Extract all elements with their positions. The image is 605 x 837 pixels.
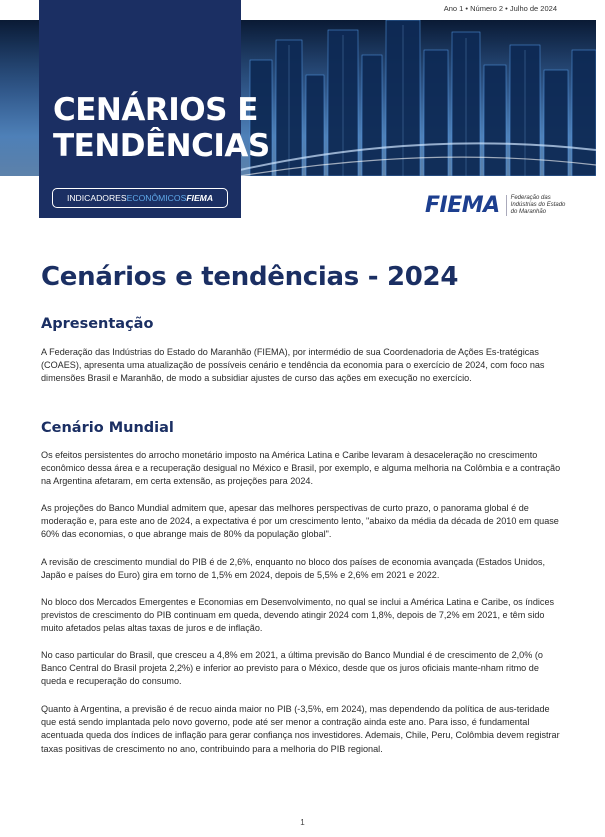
document-title: Cenários e tendências - 2024 [41, 262, 459, 292]
paragraph: No caso particular do Brasil, que cresceu a 4,8% em 2021, a última previsão do Banco Mundial é de crescimento de 2,0% (o Banco Central do Brasil projeta 2,2%) e inferior ao previsto para o México, desde que os juros oficiais mante-nham ritmo de queda e recuperação do consumo. [41, 650, 543, 687]
section-heading-apresentacao: Apresentação [41, 316, 154, 332]
publication-title: CENÁRIOS E TENDÊNCIAS [53, 92, 270, 164]
section-heading-cenario-mundial: Cenário Mundial [41, 420, 174, 436]
paragraph: Quanto à Argentina, a previsão é de recuo ainda maior no PIB (-3,5%, em 2024), mas dependendo da política de aus-teridade que está sendo implantada pelo novo governo, pode até ser menor a contração ainda este ano. Para isso, é fundamental acentuada queda dos índices de inflação para gerar confiança nos investidores. Ademais, Chile, Peru, Colômbia devem registrar taxas positivas de crescimento no ano, contribuindo para a melhoria do PIB regional. [41, 704, 560, 754]
page-number: 1 [300, 818, 305, 827]
fiema-logo-subtitle: Federação das Indústrias do Estado do Maranhão [506, 195, 566, 216]
paragraph: A revisão de crescimento mundial do PIB é de 2,6%, enquanto no bloco dos países de economia avançada (Estados Unidos, Japão e países do Euro) gira em torno de 1,5% em 2024, depois de 5,5% e 2,6% em 2021 e 2022. [41, 557, 546, 581]
paragraph: As projeções do Banco Mundial admitem que, apesar das melhores perspectivas de curto prazo, o panorama global é de moderação e, para este ano de 2024, a expectativa é por um crescimento lento, "abaixo da média da década de 2010 em quase 60% das economias, o que abrange mais de 80% da população global". [41, 503, 559, 540]
paragraph: No bloco dos Mercados Emergentes e Economias em Desenvolvimento, no qual se inclui a América Latina e Caribe, os índices previstos de crescimento do PIB continuam em queda, devendo atingir 2024 com 1,8%, depois de 7,2% em 2021, e têm sido muito afetados pelas altas taxas de juros e de inflação. [41, 597, 555, 634]
issue-info: Ano 1 • Número 2 • Julho de 2024 [443, 4, 557, 13]
paragraph: A Federação das Indústrias do Estado do Maranhão (FIEMA), por intermédio de sua Coordenadoria de Ações Es-tratégicas (COAES), apresenta uma atualização de possíveis cenário e tendência da economia para o exercício de 2024, com foco nas dimensões Brasil e Maranhão, de modo a subsidiar ajustes de curso das ações em execução no exercício. [41, 347, 545, 384]
indicators-badge: INDICADORESECONÔMICOSFIEMA [52, 188, 228, 208]
fiema-logo [425, 192, 565, 218]
title-panel [39, 0, 270, 218]
paragraph: Os efeitos persistentes do arrocho monetário imposto na América Latina e Caribe levaram à desaceleração no crescimento econômico dessa área e a recuperação desigual no México e Brasil, por exemplo, e alguma melhoria na Colômbia e a contração na Argentina afetaram, em certa extensão, as projeções para 2024. [41, 450, 561, 487]
fiema-logo-mark: FIEMA [425, 192, 500, 218]
